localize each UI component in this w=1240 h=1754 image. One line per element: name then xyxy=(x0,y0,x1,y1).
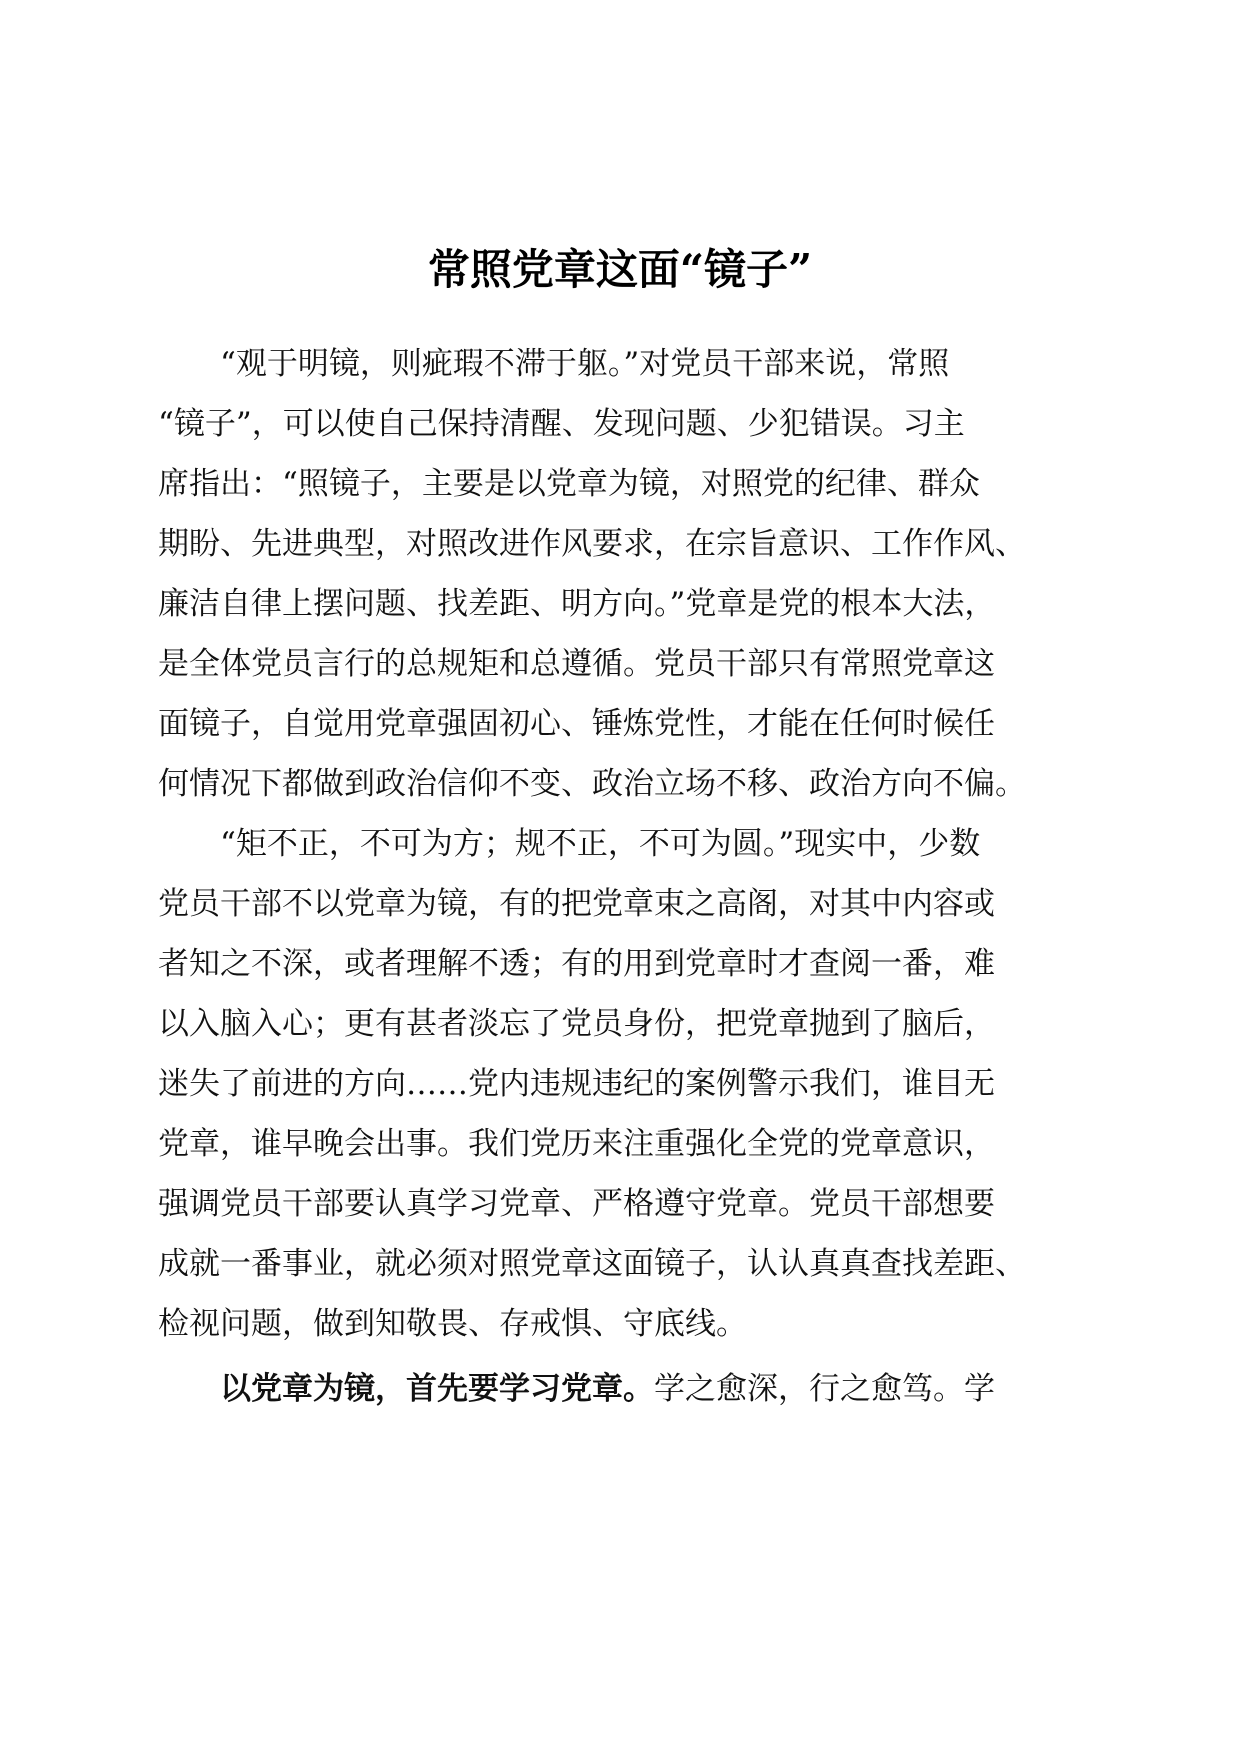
paragraph-2-line-1: “矩不正，不可为方；规不正，不可为圆。”现实中，少数 xyxy=(220,826,981,862)
paragraph-2-line-6: 党章，谁早晚会出事。我们党历来注重强化全党的党章意识， xyxy=(158,1126,995,1162)
paragraph-1-line-2: “镜子”，可以使自己保持清醒、发现问题、少犯错误。习主 xyxy=(158,406,965,442)
paragraph-1-line-7: 面镜子，自觉用党章强固初心、锤炼党性，才能在任何时候任 xyxy=(158,706,995,742)
paragraph-2-line-3: 者知之不深，或者理解不透；有的用到党章时才查阅一番，难 xyxy=(158,946,995,982)
paragraph-2-line-4: 以入脑入心；更有甚者淡忘了党员身份，把党章抛到了脑后， xyxy=(158,1006,995,1042)
paragraph-2-line-7: 强调党员干部要认真学习党章、严格遵守党章。党员干部想要 xyxy=(158,1186,995,1222)
paragraph-1-line-3: 席指出：“照镜子，主要是以党章为镜，对照党的纪律、群众 xyxy=(158,466,980,502)
paragraph-2-line-8: 成就一番事业，就必须对照党章这面镜子，认认真真查找差距、 xyxy=(158,1246,1026,1282)
paragraph-1-line-5: 廉洁自律上摆问题、找差距、明方向。”党章是党的根本大法， xyxy=(158,586,996,622)
paragraph-2-line-9: 检视问题，做到知敬畏、存戒惧、守底线。 xyxy=(158,1306,747,1342)
paragraph-2-line-5: 迷失了前进的方向……党内违规违纪的案例警示我们，谁目无 xyxy=(158,1066,995,1102)
paragraph-1-line-4: 期盼、先进典型，对照改进作风要求，在宗旨意识、工作作风、 xyxy=(158,526,1026,562)
paragraph-1-line-6: 是全体党员言行的总规矩和总遵循。党员干部只有常照党章这 xyxy=(158,646,995,682)
paragraph-3-line-1 xyxy=(220,1367,995,1411)
paragraph-1-line-8: 何情况下都做到政治信仰不变、政治立场不移、政治方向不偏。 xyxy=(158,766,1026,802)
paragraph-3-lead-bold: 以党章为镜，首先要学习党章。 xyxy=(220,1371,654,1407)
page-title: 常照党章这面“镜子” xyxy=(427,245,813,294)
paragraph-1-line-1: “观于明镜，则疵瑕不滞于躯。”对党员干部来说，常照 xyxy=(220,346,950,382)
paragraph-3-lead-rest: 学之愈深，行之愈笃。学 xyxy=(654,1371,995,1407)
paragraph-2-line-2: 党员干部不以党章为镜，有的把党章束之高阁，对其中内容或 xyxy=(158,886,995,922)
